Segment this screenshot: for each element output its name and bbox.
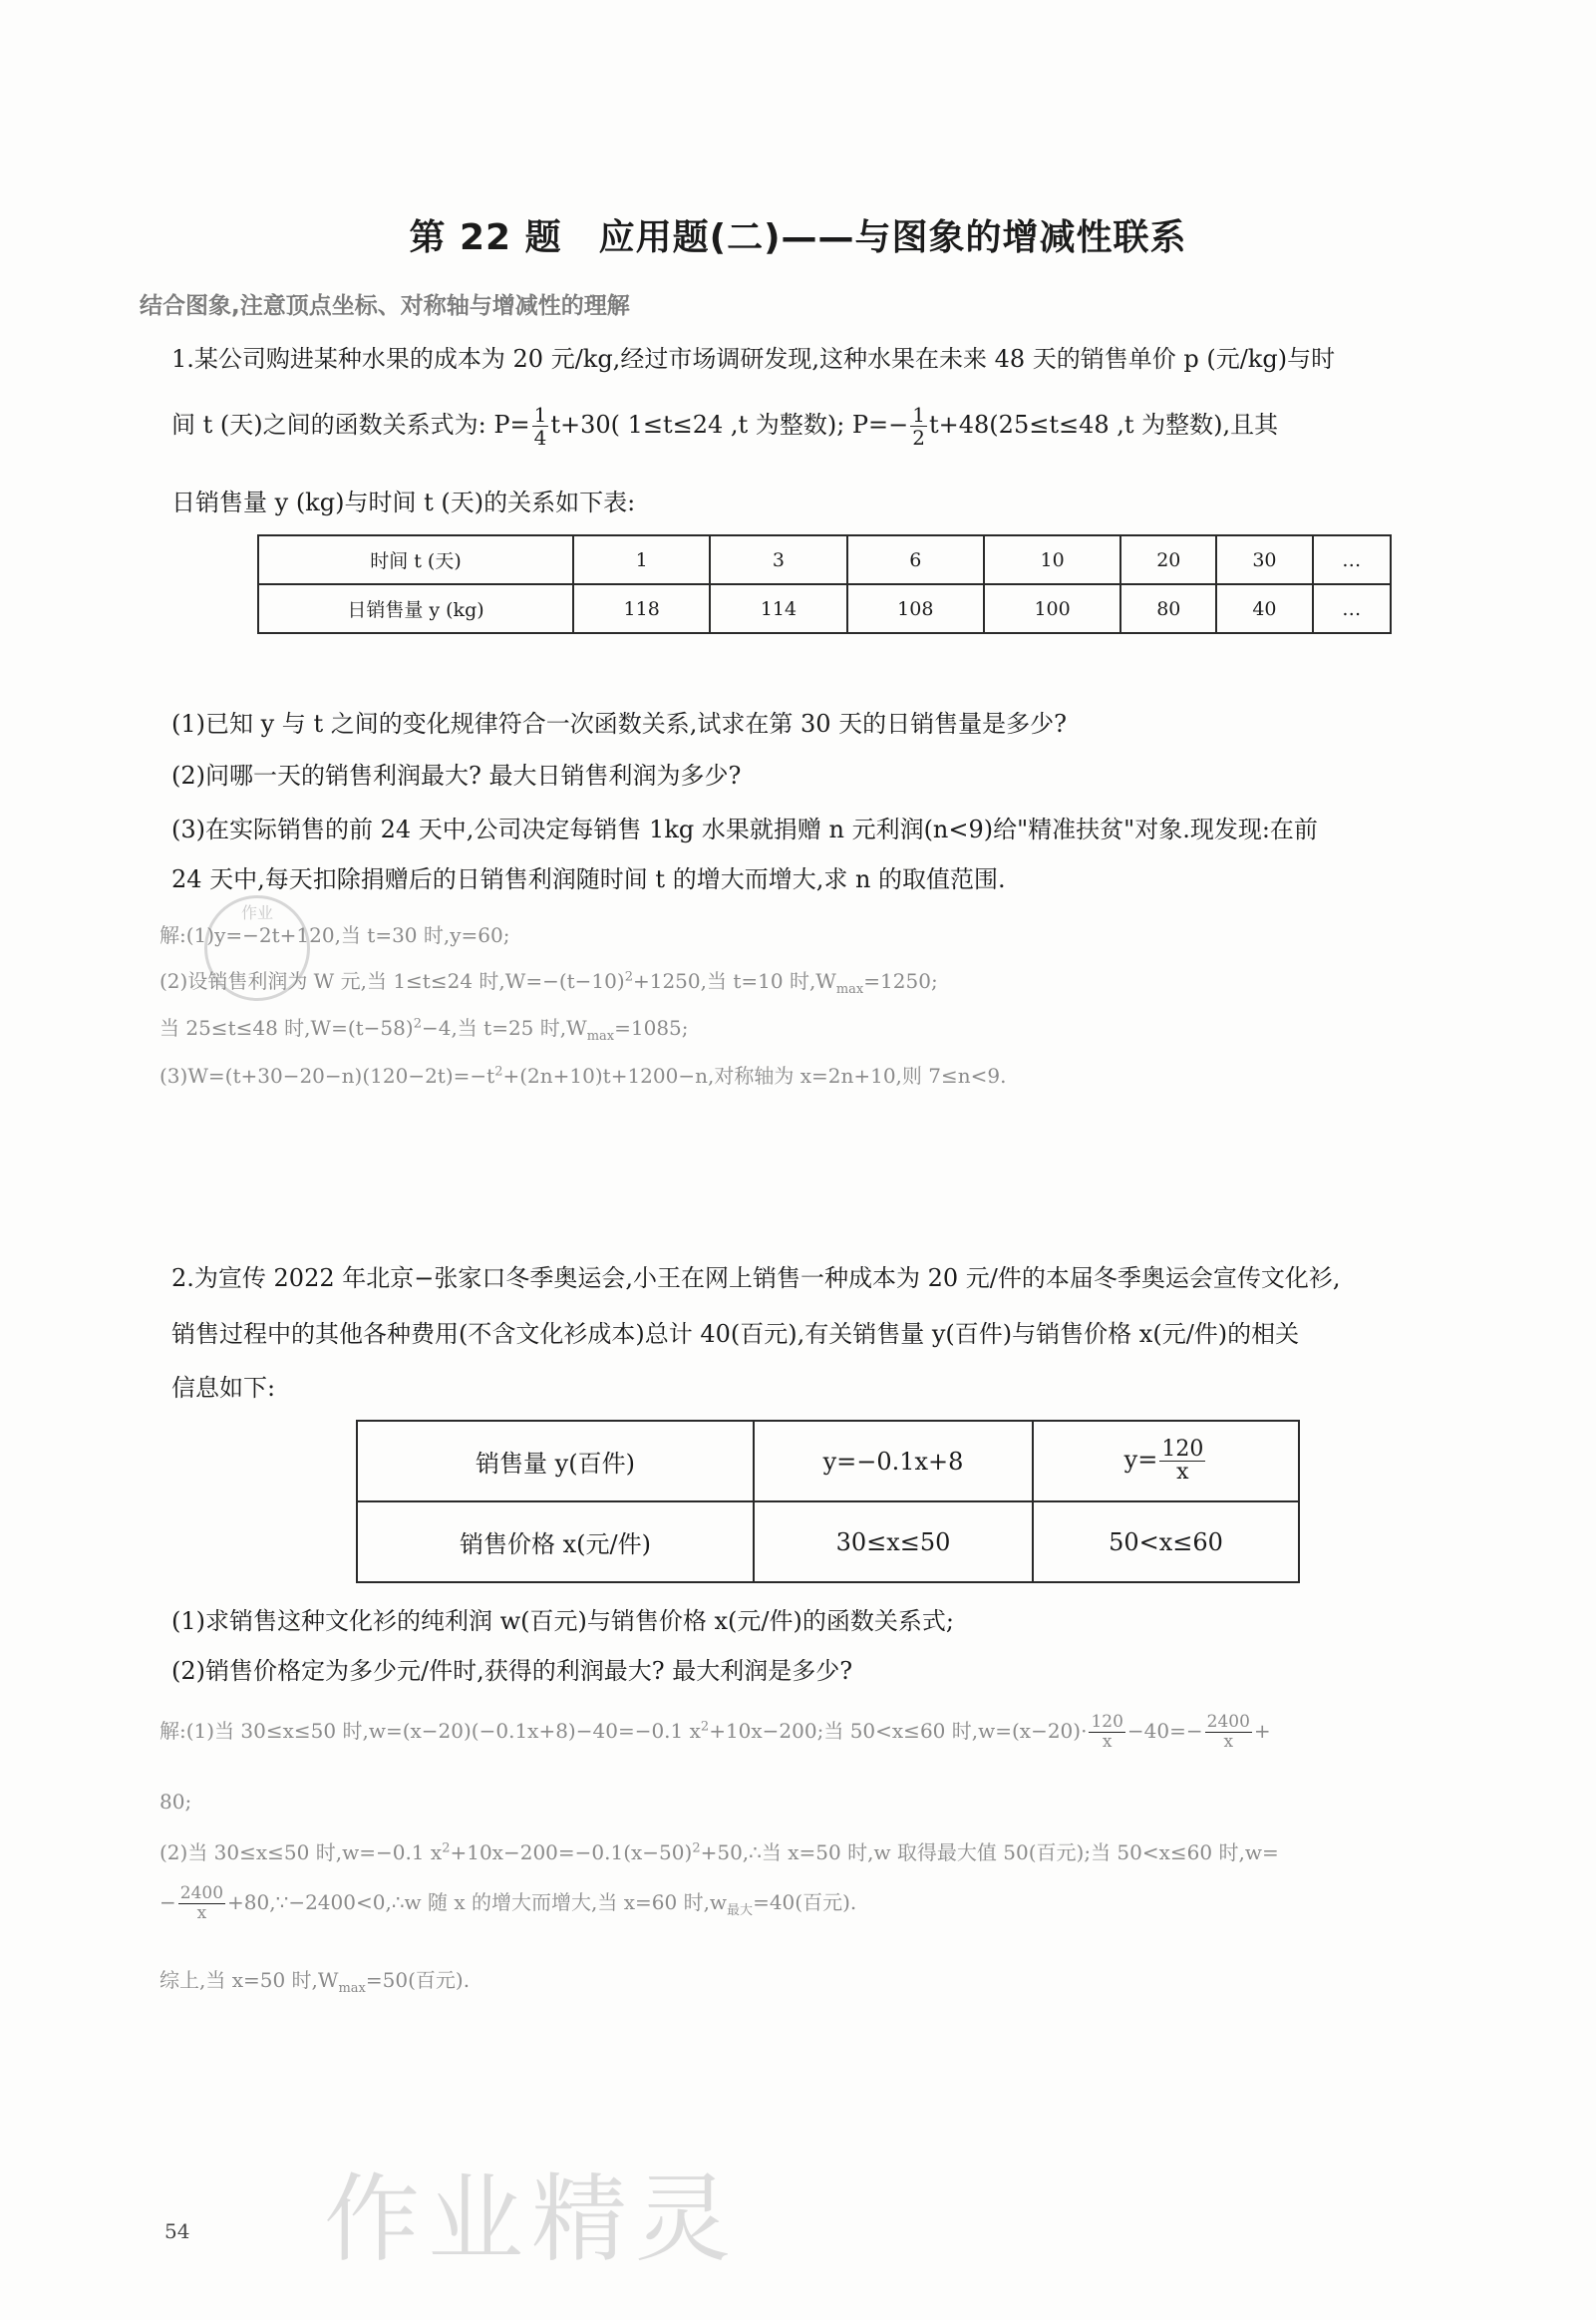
table-cell: … [1313, 535, 1392, 584]
q1-line2-c: t+48(25≤t≤48 ,t 为整数),且其 [929, 411, 1279, 439]
table-cell: 1 [573, 535, 710, 584]
table-cell: 3 [710, 535, 846, 584]
q1-frac2 [910, 404, 927, 449]
q2-solution-4: 综上,当 x=50 时$,W_{max}=50$(百元). [160, 1968, 471, 1996]
q1-sub1: (1)已知 y 与 t 之间的变化规律符合一次函数关系,试求在第 30 天的日销售量是多少? [171, 710, 1068, 738]
table-cell: 80 [1120, 584, 1216, 633]
q1-frac1-den: 4 [533, 426, 547, 450]
q2-line3: 信息如下: [171, 1374, 276, 1402]
table-cell: y= $\frac{120}{x}$ [1033, 1421, 1299, 1501]
table-cell: 30≤x≤50 [754, 1501, 1033, 1582]
table-cell: y=−0.1x+8 [754, 1421, 1033, 1501]
q1-line2-b: t+30( 1≤t≤24 ,t 为整数); P=− [550, 411, 909, 439]
q1-solution-2: (2)设销售利润为 W 元,当 1≤t≤24 时$,W=-(t-10)^2+1250$,当 t=10 时$,W_{max}=1250$; [160, 969, 938, 997]
q1-frac2-num: 1 [912, 403, 926, 427]
q2-sub2: (2)销售价格定为多少元/件时,获得的利润最大? 最大利润是多少? [171, 1657, 853, 1685]
table-cell: 100 [984, 584, 1120, 633]
q1-solution-4: $(3)W=(t+30-20-n)(120-2t)=-t^2+(2n+10)t+1200-n$,对称轴为 x=2n+10,则 7≤n<9. [160, 1064, 1007, 1088]
stamp-icon: 作业 [204, 895, 310, 1001]
table-cell: 10 [984, 535, 1120, 584]
table-cell: 108 [847, 584, 984, 633]
q1-line3: 日销售量 y (kg)与时间 t (天)的关系如下表: [171, 489, 636, 516]
table-cell: 30 [1216, 535, 1312, 584]
table-cell: 114 [710, 584, 846, 633]
table-header-cell: 销售价格 x(元/件) [357, 1501, 754, 1582]
section-hint: 结合图象,注意顶点坐标、对称轴与增减性的理解 [140, 293, 630, 319]
page-title: 第 22 题 应用题(二)——与图象的增减性联系 [409, 217, 1187, 258]
table-row [258, 535, 1391, 584]
q2-solution-2: (2)当 30≤x≤50 时,w=−0.1 $x^2+10x-200=-0.1(x-50)^2+50,\therefore$当 x=50 时,w 取得最大值 50(百元);当 50<x≤60 时,w= [160, 1840, 1279, 1864]
table-cell: 40 [1216, 584, 1312, 633]
q1-solution-3: 当 25≤t≤48 时$,W=(t-58)^2-4$,当 t=25 时$,W_{max}=1085$; [160, 1016, 689, 1044]
table-row [357, 1501, 1299, 1582]
q1-frac2-den: 2 [912, 426, 926, 450]
q1-line2 [171, 404, 1278, 449]
table-row [357, 1421, 1299, 1501]
table-cell: 6 [847, 535, 984, 584]
q1-solution-1: 解:(1)y=−2t+120,当 t=30 时,y=60; [160, 923, 510, 947]
q2-line1: 2.为宣传 2022 年北京−张家口冬季奥运会,小王在网上销售一种成本为 20 元/件的本届冬季奥运会宣传文化衫, [171, 1264, 1341, 1292]
q1-sub2: (2)问哪一天的销售利润最大? 最大日销售利润为多少? [171, 762, 742, 790]
table-cell: … [1313, 584, 1392, 633]
q1-frac1 [532, 404, 549, 449]
q2-solution-1b: 80; [160, 1790, 192, 1814]
table-header-cell: 日销售量 y (kg) [258, 584, 573, 633]
watermark: 作业精灵 [324, 2163, 739, 2275]
table-cell: 50<x≤60 [1033, 1501, 1299, 1582]
q2-solution-3: − $\frac{2400}{x}$ +80,∵−2400<0,∴w 随 x 的增大而增大,当 x=60 时$,w_{最大}=40$(百元). [160, 1883, 857, 1923]
q2-line2: 销售过程中的其他各种费用(不含文化衫成本)总计 40(百元),有关销售量 y(百件)与销售价格 x(元/件)的相关 [171, 1320, 1300, 1348]
table-row [258, 584, 1391, 633]
q1-sub3-line2: 24 天中,每天扣除捐赠后的日销售利润随时间 t 的增大而增大,求 n 的取值范围. [171, 865, 1006, 893]
table-cell: 20 [1120, 535, 1216, 584]
q1-table [257, 534, 1392, 634]
page-number: 54 [164, 2219, 190, 2243]
table-header-cell: 时间 t (天) [258, 535, 573, 584]
table-header-cell: 销售量 y(百件) [357, 1421, 754, 1501]
q1-sub3-line1: (3)在实际销售的前 24 天中,公司决定每销售 1kg 水果就捐赠 n 元利润(n<9)给"精准扶贫"对象.现发现:在前 [171, 816, 1318, 843]
q1-frac1-num: 1 [533, 403, 547, 427]
q2-sub1: (1)求销售这种文化衫的纯利润 w(百元)与销售价格 x(元/件)的函数关系式; [171, 1607, 954, 1635]
table-cell: 118 [573, 584, 710, 633]
q1-line1: 1.某公司购进某种水果的成本为 20 元/kg,经过市场调研发现,这种水果在未来 48 天的销售单价 p (元/kg)与时 [171, 345, 1336, 373]
q2-solution-1: 解:(1)当 30≤x≤50 时,w=(x−20)(−0.1x+8)−40=−0.1 $x^2+10x-200$;当 50<x≤60 时,w=(x−20)· $\frac{120}{x}$ −40=− $\frac{2400}{x}$ + [160, 1712, 1271, 1752]
q1-line2-a: 间 t (天)之间的函数关系式为: P= [171, 411, 530, 439]
q2-table [356, 1420, 1300, 1583]
